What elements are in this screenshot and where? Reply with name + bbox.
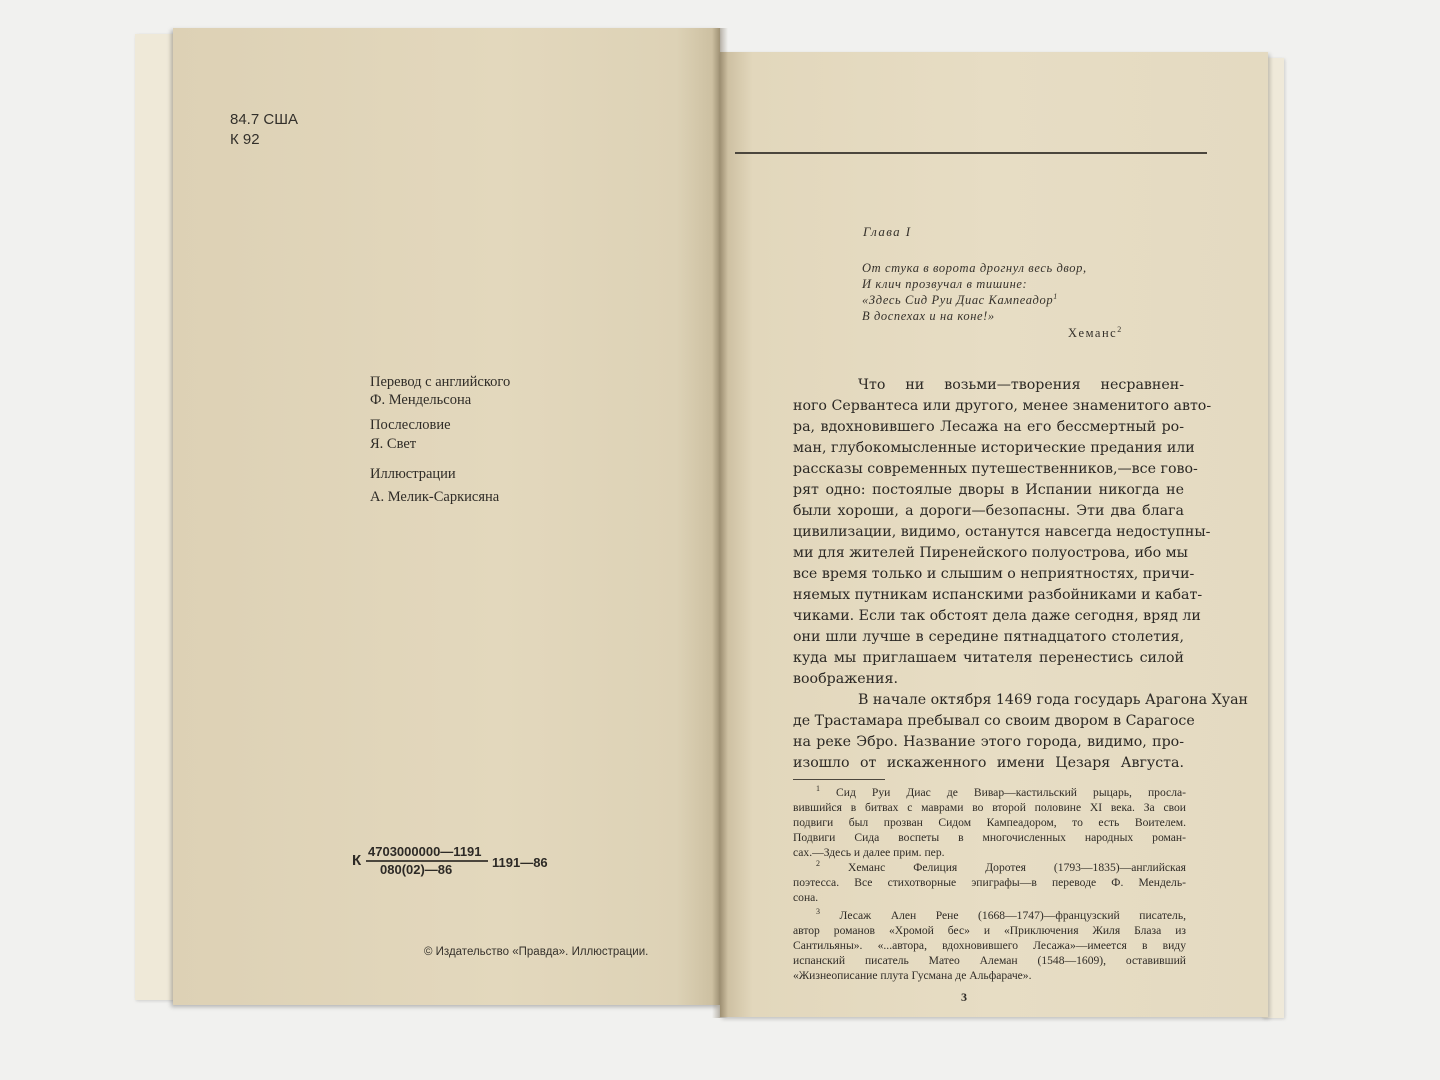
body-line: были хороши, а дороги—безопасны. Эти два блага bbox=[793, 503, 1184, 519]
body-line: ра, вдохновившего Лесажа на его бессмертный ро- bbox=[793, 419, 1184, 435]
chapter-heading: Глава I bbox=[863, 224, 912, 239]
footnote-separator bbox=[793, 779, 885, 780]
body-line: рассказы современных путешественников,—все гово- bbox=[793, 461, 1198, 477]
body-line: все время только и слышим о неприятностях, причи- bbox=[793, 566, 1195, 582]
body-line: они шли лучше в середине пятнадцатого столетия, bbox=[793, 629, 1184, 645]
body-line: рят одно: постоялые дворы в Испании никогда не bbox=[793, 482, 1184, 498]
bbk-letter: К bbox=[352, 852, 362, 869]
footnote-line: Сантильяны». «...автора, вдохновившего Лесажа»—имеется в виду bbox=[793, 939, 1186, 952]
footnote-line: $^1$ Сид Руи Диас де Вивар—кастильский рыцарь, просла- bbox=[816, 784, 1186, 799]
body-line: ного Сервантеса или другого, менее знаменитого авто- bbox=[793, 398, 1212, 414]
footnote-line: вившийся в битвах с маврами во второй половине XI века. За свои bbox=[793, 801, 1186, 814]
body-line: изошло от искаженного имени Цезаря Августа. bbox=[793, 755, 1184, 771]
bbk-numerator: 4703000000—1191 bbox=[368, 844, 482, 859]
footnote-mark: 2 bbox=[1117, 325, 1123, 334]
afterword-label: Послесловие bbox=[370, 417, 451, 433]
illustrations-label: Иллюстрации bbox=[370, 466, 456, 482]
book-spine-gutter bbox=[712, 28, 728, 1018]
footnote-mark: 1 bbox=[816, 784, 820, 793]
illustrator-name: А. Мелик-Саркисяна bbox=[370, 489, 500, 505]
body-line: ми для жителей Пиренейского полуострова, ибо мы bbox=[793, 545, 1188, 561]
footnote-line: поэтесса. Все стихотворные эпиграфы—в переводе Ф. Мендель- bbox=[793, 876, 1186, 889]
footnote-line: испанский писатель Матео Алеман (1548—1609), оставивший bbox=[793, 954, 1186, 967]
epigraph-line: И клич прозвучал в тишине: bbox=[862, 277, 1028, 291]
body-line: цивилизации, видимо, останутся навсегда недоступны- bbox=[793, 524, 1211, 540]
epigraph-line: «Здесь Сид Руи Диас Кампеадор$^1$ bbox=[862, 292, 1058, 307]
body-line: де Трастамара пребывал со своим двором в Сарагосе bbox=[793, 713, 1195, 729]
copyright-line: © Издательство «Правда». Иллюстрации. bbox=[424, 946, 649, 958]
footnote-line: сона. bbox=[793, 891, 819, 904]
body-line: чиками. Если так обстоят дела даже сегодня, вряд ли bbox=[793, 608, 1201, 624]
body-line: В начале октября 1469 года государь Арагона Хуан bbox=[858, 692, 1249, 708]
footnote-mark: 3 bbox=[816, 907, 820, 916]
body-line: воображения. bbox=[793, 671, 898, 687]
afterword-author: Я. Свет bbox=[370, 436, 417, 452]
bbk-suffix: 1191—86 bbox=[492, 855, 548, 870]
footnote-line: автор романов «Хромой бес» и «Приключения Жиля Блаза из bbox=[793, 924, 1186, 937]
author-mark: К 92 bbox=[230, 131, 260, 148]
footnote-line: «Жизнеописание плута Гусмана де Альфараче». bbox=[793, 969, 1032, 982]
body-line: ман, глубокомысленные исторические предания или bbox=[793, 440, 1195, 456]
top-rule bbox=[735, 152, 1207, 154]
body-line: Что ни возьми—творения несравнен- bbox=[858, 377, 1184, 393]
bbk-denominator: 080(02)—86 bbox=[380, 862, 453, 877]
footnote-line: $^2$ Хеманс Фелиция Доротея (1793—1835)—английская bbox=[816, 859, 1186, 874]
epigraph-line: От стука в ворота дрогнул весь двор, bbox=[862, 261, 1087, 275]
footnote-line: $^3$ Лесаж Ален Рене (1668—1747)—французский писатель, bbox=[816, 907, 1186, 922]
footnote-mark: 1 bbox=[1053, 292, 1058, 301]
footnote-mark: 2 bbox=[816, 859, 820, 868]
translator-name: Ф. Мендельсона bbox=[370, 392, 472, 408]
translation-label: Перевод с английского bbox=[370, 374, 511, 390]
body-line: няемых путникам испанскими разбойниками и кабат- bbox=[793, 587, 1203, 603]
udc-code: 84.7 США bbox=[230, 111, 298, 128]
footnote-line: Подвиги Сида воспеты в многочисленных народных роман- bbox=[793, 831, 1186, 844]
epigraph-line: В доспехах и на коне!» bbox=[862, 309, 995, 323]
footnote-line: подвиги был прозван Сидом Кампеадором, то есть Воителем. bbox=[793, 816, 1186, 829]
body-line: куда мы приглашаем читателя перенестись силой bbox=[793, 650, 1184, 666]
footnote-line: сах.—Здесь и далее прим. пер. bbox=[793, 846, 945, 859]
page-number: 3 bbox=[961, 990, 967, 1004]
epigraph-author: Хеманс$^2$ bbox=[1068, 325, 1123, 340]
body-line: на реке Эбро. Название этого города, видимо, про- bbox=[793, 734, 1184, 750]
